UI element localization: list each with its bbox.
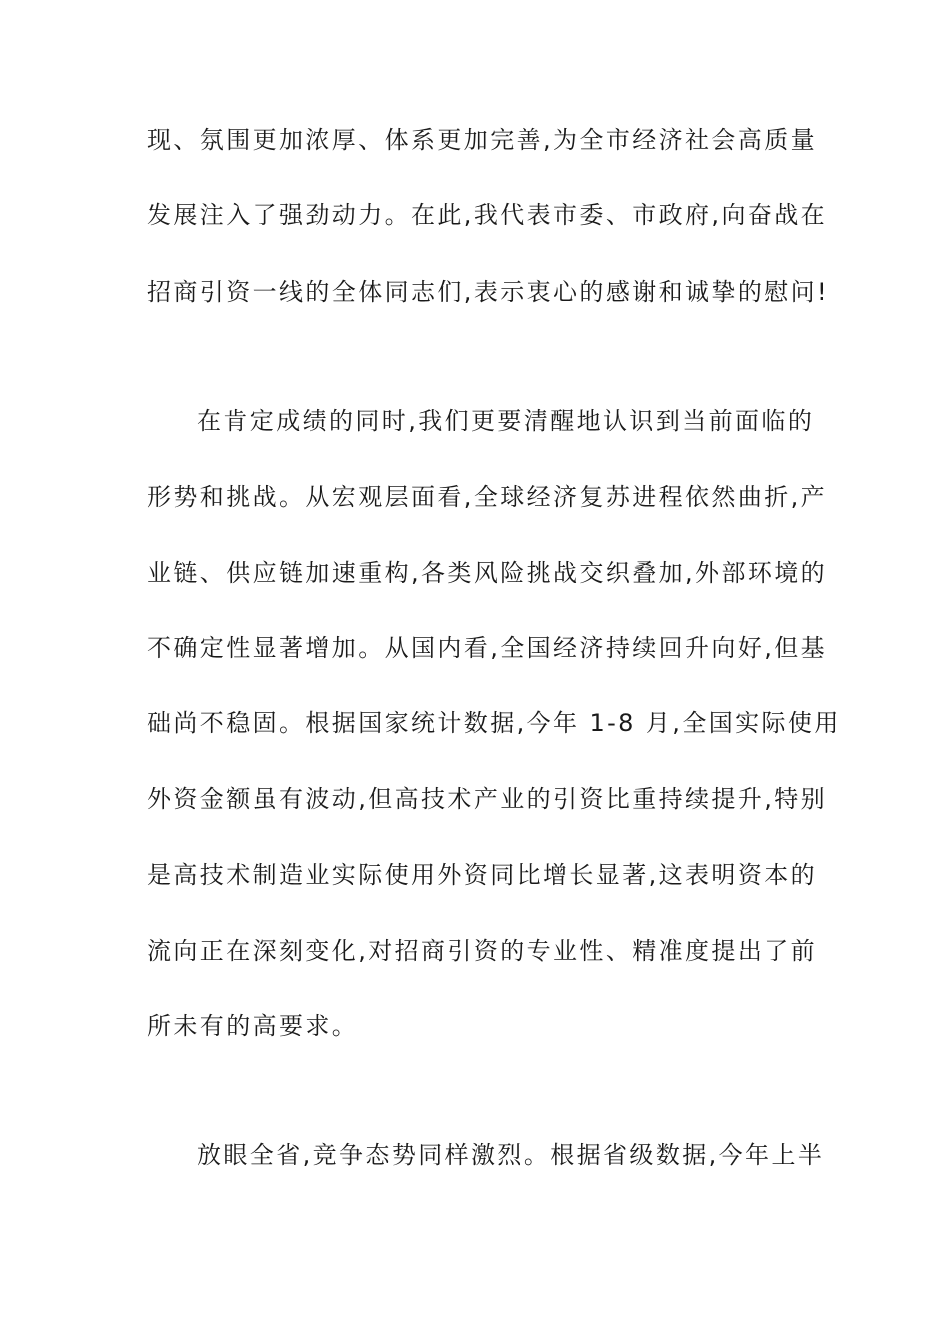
text-line: 流向正在深刻变化,对招商引资的专业性、精准度提出了前 xyxy=(147,937,818,965)
text-line: 现、氛围更加浓厚、体系更加完善,为全市经济社会高质量 xyxy=(147,126,818,154)
text-line: 在肯定成绩的同时,我们更要清醒地认识到当前面临的 xyxy=(197,407,815,435)
text-line: 是高技术制造业实际使用外资同比增长显著,这表明资本的 xyxy=(147,861,818,889)
text-line: 不确定性显著增加。从国内看,全国经济持续回升向好,但基 xyxy=(147,634,828,662)
text-line: 形势和挑战。从宏观层面看,全球经济复苏进程依然曲折,产 xyxy=(147,483,828,511)
text-line: 所未有的高要求。 xyxy=(147,1012,359,1040)
text-line: 放眼全省,竞争态势同样激烈。根据省级数据,今年上半 xyxy=(197,1141,825,1169)
text-line: 业链、供应链加速重构,各类风险挑战交织叠加,外部环境的 xyxy=(147,559,828,587)
text-line: 招商引资一线的全体同志们,表示衷心的感谢和诚挚的慰问! xyxy=(147,278,830,306)
text-line: 发展注入了强劲动力。在此,我代表市委、市政府,向奋战在 xyxy=(147,201,828,229)
text-line: 外资金额虽有波动,但高技术产业的引资比重持续提升,特别 xyxy=(147,785,828,813)
text-line: 础尚不稳固。根据国家统计数据,今年 1-8 月,全国实际使用 xyxy=(147,709,841,737)
